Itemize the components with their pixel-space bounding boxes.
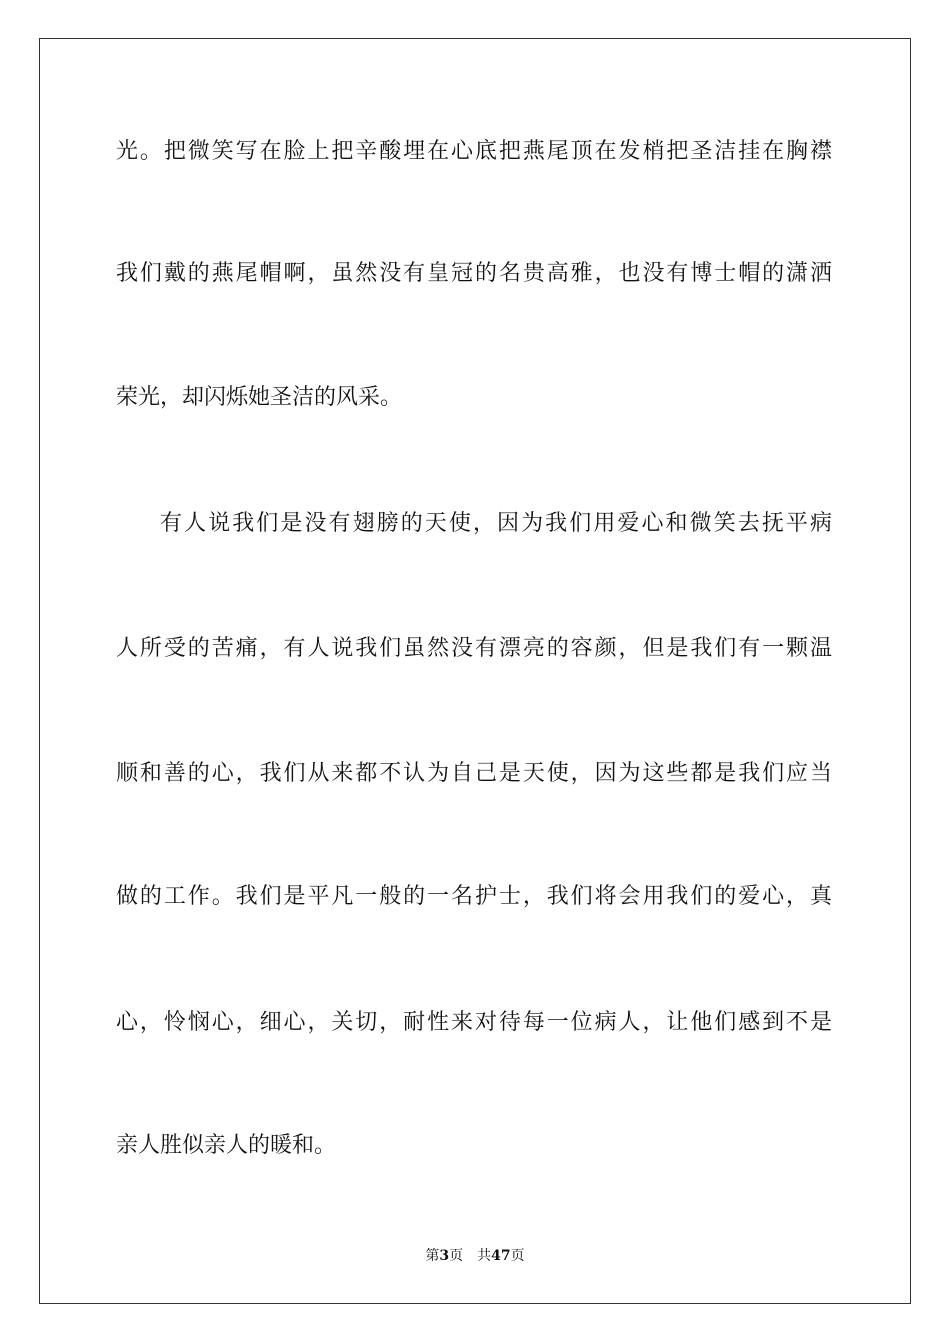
- total-prefix: 共: [477, 1248, 492, 1264]
- text-line-7: 做的工作。我们是平凡一般的一名护士，我们将会用我们的爱心，真: [116, 884, 832, 909]
- text-line-8: 心，怜悯心，细心，关切，耐性来对待每一位病人，让他们感到不是: [116, 1010, 832, 1035]
- page-border: [39, 38, 911, 1304]
- text-line-5: 人所受的苦痛，有人说我们虽然没有漂亮的容颜，但是我们有一颗温: [116, 636, 832, 661]
- page-suffix: 页: [449, 1248, 464, 1264]
- text-line-4: 有人说我们是没有翅膀的天使，因为我们用爱心和微笑去抚平病: [160, 511, 832, 536]
- text-line-9: 亲人胜似亲人的暖和。: [116, 1133, 337, 1158]
- text-line-1: 光。把微笑写在脸上把辛酸埋在心底把燕尾顶在发梢把圣洁挂在胸襟: [116, 139, 832, 164]
- page-footer: [0, 1247, 950, 1265]
- text-line-3: 荣光，却闪烁她圣洁的风采。: [116, 385, 403, 410]
- page-prefix: 第: [425, 1248, 440, 1264]
- text-line-2: 我们戴的燕尾帽啊，虽然没有皇冠的名贵高雅，也没有博士帽的潇洒: [116, 261, 832, 286]
- page-number: 3: [439, 1248, 450, 1264]
- text-line-6: 顺和善的心，我们从来都不认为自己是天使，因为这些都是我们应当: [116, 761, 832, 786]
- total-pages: 47: [491, 1248, 511, 1264]
- total-suffix: 页: [510, 1248, 525, 1264]
